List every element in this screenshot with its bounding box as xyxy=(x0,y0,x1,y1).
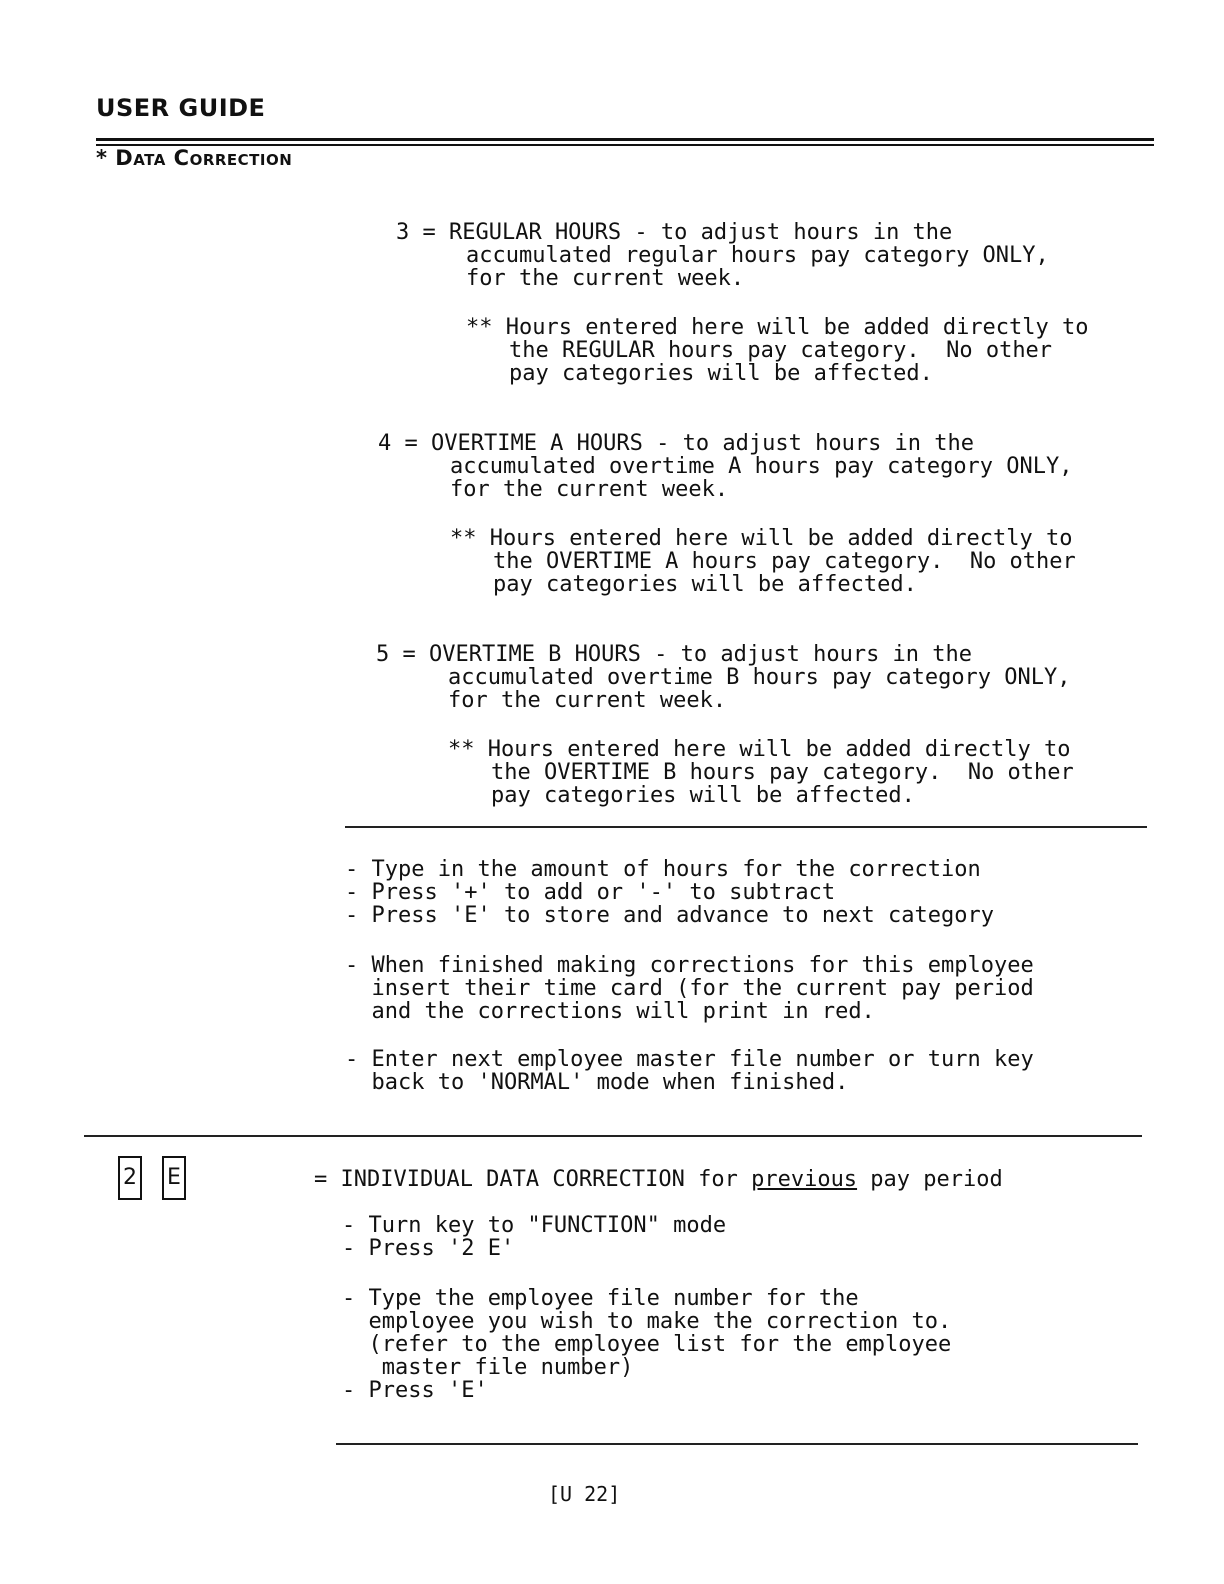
instruction-step: - Enter next employee master file number or turn key xyxy=(345,1047,1034,1072)
function-title xyxy=(314,1168,1003,1191)
function-step: - Press '2 E' xyxy=(342,1236,515,1261)
item-overtime-a-line3: for the current week. xyxy=(450,477,729,502)
instruction-step: - Type in the amount of hours for the correction xyxy=(345,857,981,882)
item-regular-hours-line3: for the current week. xyxy=(466,266,745,291)
function-step: employee you wish to make the correction to. xyxy=(342,1309,952,1334)
item-regular-hours-note3: pay categories will be affected. xyxy=(509,361,933,386)
item-overtime-b-line2: accumulated overtime B hours pay category ONLY, xyxy=(448,665,1071,690)
function-step: - Press 'E' xyxy=(342,1378,488,1403)
function-title-suffix: pay period xyxy=(857,1167,1003,1192)
item-overtime-b-note3: pay categories will be affected. xyxy=(491,783,915,808)
header-rule xyxy=(96,138,1154,141)
instruction-step: insert their time card (for the current pay period xyxy=(345,976,1034,1001)
item-regular-hours-note1: ** Hours entered here will be added directly to xyxy=(466,315,1089,340)
item-overtime-a-line2: accumulated overtime A hours pay category ONLY, xyxy=(450,454,1073,479)
item-overtime-b-note2: the OVERTIME B hours pay category. No other xyxy=(491,760,1074,785)
item-regular-hours-line2: accumulated regular hours pay category ONLY, xyxy=(466,243,1049,268)
item-overtime-b-line3: for the current week. xyxy=(448,688,727,713)
function-step: - Type the employee file number for the xyxy=(342,1286,859,1311)
instruction-step: and the corrections will print in red. xyxy=(345,999,875,1024)
item-overtime-a-note2: the OVERTIME A hours pay category. No other xyxy=(493,549,1076,574)
function-title-prefix: = INDIVIDUAL DATA CORRECTION for xyxy=(314,1167,752,1192)
item-regular-hours-note2: the REGULAR hours pay category. No other xyxy=(509,338,1053,363)
function-step: - Turn key to "FUNCTION" mode xyxy=(342,1213,727,1238)
instruction-step: - Press '+' to add or '-' to subtract xyxy=(345,880,836,905)
item-overtime-a-line1: 4 = OVERTIME A HOURS - to adjust hours in the xyxy=(378,431,975,456)
section-title: * Data Correction xyxy=(96,146,293,170)
item-regular-hours-line1: 3 = REGULAR HOURS - to adjust hours in the xyxy=(396,220,953,245)
function-step: master file number) xyxy=(342,1355,634,1380)
key-2-box: 2 xyxy=(118,1156,142,1200)
section-divider-rule xyxy=(84,1135,1142,1137)
instruction-step: - Press 'E' to store and advance to next category xyxy=(345,903,995,928)
key-e-box: E xyxy=(162,1156,186,1200)
function-title-underlined: previous xyxy=(751,1167,858,1192)
guide-title: USER GUIDE xyxy=(96,94,266,122)
page-number: [U 22] xyxy=(548,1482,621,1506)
bottom-divider-rule xyxy=(336,1443,1138,1445)
item-overtime-b-line1: 5 = OVERTIME B HOURS - to adjust hours in the xyxy=(376,642,973,667)
item-overtime-b-note1: ** Hours entered here will be added directly to xyxy=(448,737,1071,762)
instruction-step: back to 'NORMAL' mode when finished. xyxy=(345,1070,849,1095)
function-step: (refer to the employee list for the employee xyxy=(342,1332,952,1357)
instruction-step: - When finished making corrections for this employee xyxy=(345,953,1034,978)
item-overtime-a-note1: ** Hours entered here will be added directly to xyxy=(450,526,1073,551)
item-overtime-a-note3: pay categories will be affected. xyxy=(493,572,917,597)
divider-rule xyxy=(345,826,1147,828)
